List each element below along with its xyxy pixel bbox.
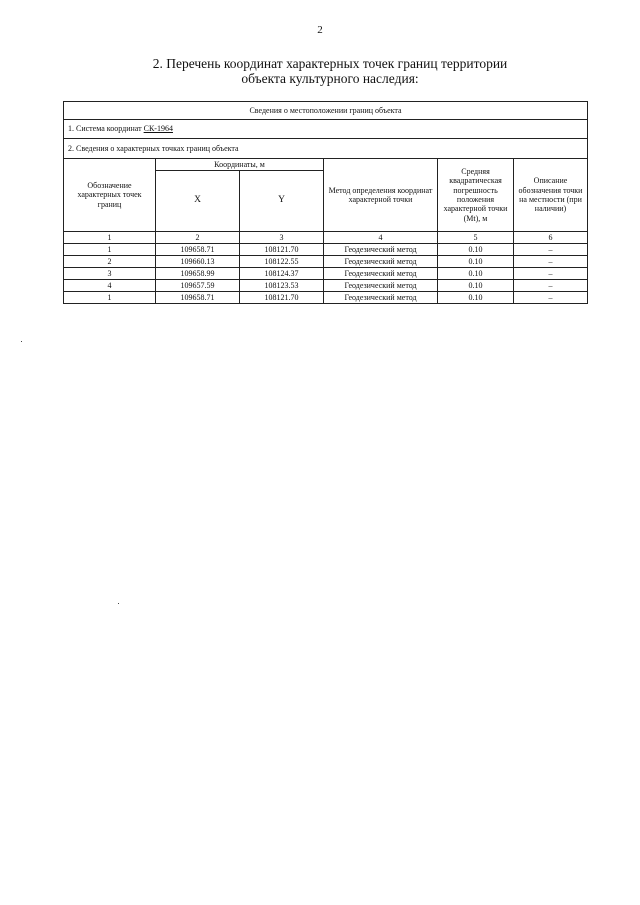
cell-error: 0.10	[438, 244, 514, 256]
header-error: Средняя квадратическая погрешность положения характерной точки (Mt), м	[438, 159, 514, 232]
cell-desc: –	[514, 292, 588, 304]
cell-point: 3	[64, 268, 156, 280]
cell-point: 1	[64, 292, 156, 304]
table-row	[64, 292, 588, 304]
header-coordinates: Координаты, м	[156, 159, 324, 171]
column-number: 5	[438, 232, 514, 244]
cell-method: Геодезический метод	[324, 292, 438, 304]
cell-method: Геодезический метод	[324, 268, 438, 280]
cell-y: 108123.53	[240, 280, 324, 292]
scan-speck	[118, 603, 119, 604]
cell-desc: –	[514, 256, 588, 268]
header-method: Метод определения координат характерной точки	[324, 159, 438, 232]
cell-method: Геодезический метод	[324, 256, 438, 268]
cell-error: 0.10	[438, 256, 514, 268]
cell-point: 1	[64, 244, 156, 256]
column-number: 4	[324, 232, 438, 244]
table-caption: Сведения о местоположении границ объекта	[64, 102, 588, 120]
cell-x: 109658.99	[156, 268, 240, 280]
cell-x: 109660.13	[156, 256, 240, 268]
cell-y: 108121.70	[240, 244, 324, 256]
cell-x: 109657.59	[156, 280, 240, 292]
title-line-2: объекта культурного наследия:	[241, 71, 419, 86]
cell-y: 108124.37	[240, 268, 324, 280]
header-x: X	[156, 171, 240, 232]
cell-point: 2	[64, 256, 156, 268]
cell-desc: –	[514, 280, 588, 292]
table-row	[64, 256, 588, 268]
column-number: 6	[514, 232, 588, 244]
coordinates-table	[63, 101, 588, 304]
coordinate-system-label: 1. Система координат	[68, 124, 144, 134]
cell-error: 0.10	[438, 268, 514, 280]
coordinate-system-row	[64, 120, 588, 139]
cell-x: 109658.71	[156, 292, 240, 304]
header-y: Y	[240, 171, 324, 232]
header-description: Описание обозначения точки на местности (при наличии)	[514, 159, 588, 232]
header-designation: Обозначение характерных точек границ	[64, 159, 156, 232]
title-line-1: 2. Перечень координат характерных точек границ территории	[152, 56, 508, 71]
column-number: 2	[156, 232, 240, 244]
cell-desc: –	[514, 244, 588, 256]
table-row	[64, 268, 588, 280]
cell-method: Геодезический метод	[324, 280, 438, 292]
column-number: 3	[240, 232, 324, 244]
points-section-heading: 2. Сведения о характерных точках границ объекта	[64, 139, 588, 159]
cell-error: 0.10	[438, 280, 514, 292]
cell-error: 0.10	[438, 292, 514, 304]
column-number: 1	[64, 232, 156, 244]
cell-y: 108122.55	[240, 256, 324, 268]
document-title	[140, 56, 520, 86]
page-number: 2	[317, 24, 323, 36]
cell-y: 108121.70	[240, 292, 324, 304]
cell-point: 4	[64, 280, 156, 292]
cell-x: 109658.71	[156, 244, 240, 256]
table-row	[64, 244, 588, 256]
table-row	[64, 280, 588, 292]
coordinate-system-name: СК-1964	[143, 124, 173, 134]
scan-speck	[21, 341, 22, 342]
cell-desc: –	[514, 268, 588, 280]
cell-method: Геодезический метод	[324, 244, 438, 256]
